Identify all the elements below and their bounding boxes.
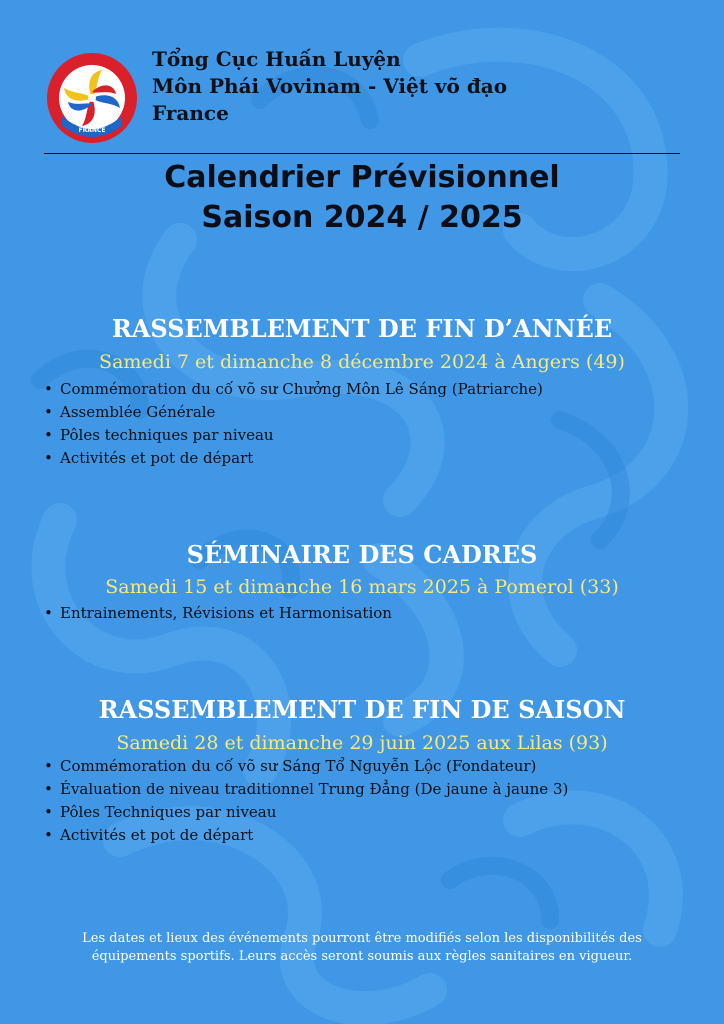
list-item: • Pôles techniques par niveau xyxy=(44,424,543,447)
main-title-line-1: Calendrier Prévisionnel xyxy=(164,160,560,195)
section-1-date: Samedi 7 et dimanche 8 décembre 2024 à Angers (49) xyxy=(99,351,625,373)
list-item: • Activités et pot de départ xyxy=(44,824,568,847)
logo-france-text: FRANCE xyxy=(78,127,106,134)
org-line-1: Tổng Cục Huấn Luyện xyxy=(152,47,401,71)
section-3-list xyxy=(44,755,568,847)
main-title-line-2: Saison 2024 / 2025 xyxy=(201,200,523,235)
list-item: • Activités et pot de départ xyxy=(44,447,543,470)
section-3-date: Samedi 28 et dimanche 29 juin 2025 aux Lilas (93) xyxy=(116,732,608,754)
section-2-title: SÉMINAIRE DES CADRES xyxy=(186,540,538,569)
section-2-list xyxy=(44,602,392,625)
list-item: • Évaluation de niveau traditionnel Trung Đẳng (De jaune à jaune 3) xyxy=(44,778,568,801)
vovinam-logo xyxy=(46,52,138,144)
section-1-title: RASSEMBLEMENT DE FIN D’ANNÉE xyxy=(111,314,613,343)
footer-note xyxy=(40,930,684,966)
list-item: • Commémoration du cố võ sư Sáng Tổ Nguyễn Lộc (Fondateur) xyxy=(44,755,568,778)
section-3-title: RASSEMBLEMENT DE FIN DE SAISON xyxy=(98,695,626,724)
footer-line-1: Les dates et lieux des événements pourront être modifiés selon les disponibilités des xyxy=(82,931,642,946)
list-item: • Entrainements, Révisions et Harmonisation xyxy=(44,602,392,625)
org-line-3: France xyxy=(152,101,229,125)
section-2-date: Samedi 15 et dimanche 16 mars 2025 à Pomerol (33) xyxy=(105,576,619,598)
section-1-list xyxy=(44,378,543,470)
list-item: • Assemblée Générale xyxy=(44,401,543,424)
header-divider xyxy=(44,153,680,154)
org-line-2: Môn Phái Vovinam - Việt võ đạo xyxy=(152,74,508,98)
footer-line-2: équipements sportifs. Leurs accès seront soumis aux règles sanitaires en vigueur. xyxy=(91,949,633,964)
list-item: • Commémoration du cố võ sư Chưởng Môn Lê Sáng (Patriarche) xyxy=(44,378,543,401)
organization-name xyxy=(152,46,507,127)
list-item: • Pôles Techniques par niveau xyxy=(44,801,568,824)
